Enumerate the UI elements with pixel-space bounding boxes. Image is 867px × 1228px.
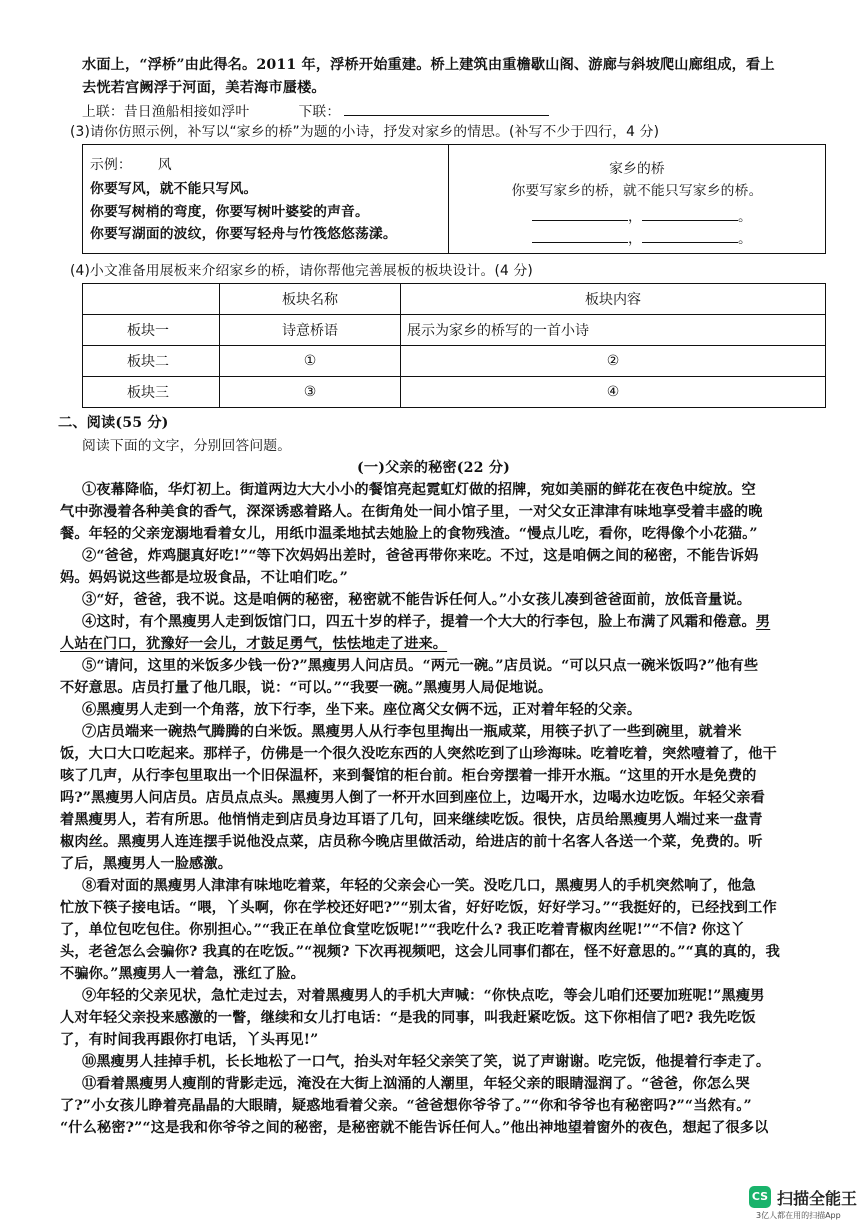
poem-title: 家乡的桥 — [609, 161, 665, 177]
underlined-sentence: 男 — [755, 614, 771, 630]
poem-blank-row-1: ， 。 — [532, 206, 752, 226]
q4-prompt: (4)小文准备用展板来介绍家乡的桥，请你帮他完善展板的板块设计。(4 分) — [70, 263, 533, 279]
poem-blank-2a[interactable] — [532, 228, 628, 243]
story-line: ④这时，有个黑瘦男人走到饭馆门口，四五十岁的样子，提着一个大大的行李包，脸上布满了风霜和倦意。男 — [82, 614, 771, 630]
intro-line-1: 水面上，“浮桥”由此得名。2011 年，浮桥开始重建。桥上建筑由重檐歇山阁、游廊与斜坡爬山廊组成，看上 — [82, 57, 775, 73]
table-cell: 板块一 — [83, 315, 220, 346]
story-line: ⑥黑瘦男人走到一个角落，放下行李，坐下来。座位离父女俩不远，正对着年轻的父亲。 — [82, 702, 642, 718]
story-line: 气中弥漫着各种美食的香气，深深诱惑着路人。在街角处一间小馆子里，一对父女正津津有味地享受着丰盛的晚 — [60, 504, 763, 520]
table-cell[interactable]: ① — [220, 346, 401, 377]
couplet-up: 上联：昔日渔船相接如浮叶 — [82, 104, 250, 120]
story-line: ⑪看着黑瘦男人瘦削的背影走远，淹没在大街上汹涌的人潮里，年轻父亲的眼睛湿润了。“爸爸，你怎么哭 — [82, 1076, 750, 1092]
example-label: 示例： — [90, 157, 132, 173]
scanner-tagline: 3亿人都在用的扫描App — [756, 1211, 841, 1220]
table-header-row — [83, 284, 826, 315]
story-line: 咳了几声，从行李包里取出一个旧保温杯，来到餐馆的柜台前。柜台旁摆着一排开水瓶。“这里的开水是免费的 — [60, 768, 757, 784]
story-line: 头，老爸怎么会骗你? 我真的在吃饭。”“视频? 下次再视频吧，这会儿同事们都在，怪不好意思的。”“真的真的，我 — [60, 944, 781, 960]
story-line: 了，单位包吃包住。你别担心。”“我正在单位食堂吃饭呢!”“我吃什么? 我正吃着青椒肉丝呢!”“不信? 你这丫 — [60, 922, 745, 938]
table-header-cell: 板块内容 — [401, 284, 826, 315]
story-line: 忙放下筷子接电话。“喂，丫头啊，你在学校还好吧?”“别太省，好好吃饭，好好学习。”“我挺好的，已经找到工作 — [60, 900, 777, 916]
poem-blank-1b[interactable] — [642, 206, 738, 221]
story-line: ③“好，爸爸，我不说。这是咱俩的秘密，秘密就不能告诉任何人。”小女孩儿凑到爸爸面前，放低音量说。 — [82, 592, 752, 608]
couplet-down: 下联： — [298, 104, 341, 120]
story-title: (一)父亲的秘密(22 分) — [357, 460, 510, 476]
q3-prompt: (3)请你仿照示例，补写以“家乡的桥”为题的小诗，抒发对家乡的情思。(补写不少于四行，4 分) — [70, 124, 660, 140]
couplet-answer-blank[interactable] — [344, 101, 549, 116]
story-line: 椒肉丝。黑瘦男人连连摆手说他没点菜，店员称今晚店里做活动，给进店的前十名客人各送一个菜，免费的。听 — [60, 834, 763, 850]
story-line: 着黑瘦男人，若有所思。他悄悄走到店员身边耳语了几句，回来继续吃饭。很快，店员给黑瘦男人端过来一盘青 — [60, 812, 763, 828]
table-cell: 板块二 — [83, 346, 220, 377]
story-line: 人对年轻父亲投来感激的一瞥，继续和女儿打电话：“是我的同事，叫我赶紧吃饭。这下你相信了吧? 我先吃饭 — [60, 1010, 756, 1026]
table-row — [83, 346, 826, 377]
poem-blank-row-2: ， 。 — [532, 228, 752, 248]
story-line: ①夜幕降临，华灯初上。街道两边大大小小的餐馆亮起霓虹灯做的招牌，宛如美丽的鲜花在夜色中绽放。空 — [82, 482, 756, 498]
story-line: ⑩黑瘦男人挂掉手机，长长地松了一口气，抬头对年轻父亲笑了笑，说了声谢谢。吃完饭，他提着行李走了。 — [82, 1054, 771, 1070]
story-line: 了?”小女孩儿睁着亮晶晶的大眼睛，疑惑地看着父亲。“爸爸想你爷爷了。”“你和爷爷也有秘密吗?”“当然有。” — [60, 1098, 752, 1114]
story-line: 不骗你。”黑瘦男人一着急，涨红了脸。 — [60, 966, 305, 982]
story-line: ⑤“请问，这里的米饭多少钱一份?”黑瘦男人问店员。“两元一碗。”店员说。“可以只点一碗米饭吗?”他有些 — [82, 658, 759, 674]
poem-line-1: 你要写家乡的桥，就不能只写家乡的桥。 — [511, 183, 763, 199]
section-heading: 二、阅读(55 分) — [58, 415, 169, 431]
intro-line-2: 去恍若宫阙浮于河面，美若海市蜃楼。 — [82, 80, 326, 96]
story-line: 餐。年轻的父亲宠溺地看着女儿，用纸巾温柔地拭去她脸上的食物残渣。“慢点儿吃，看你，吃得像个小花猫。” — [60, 526, 758, 542]
table-cell[interactable]: ④ — [401, 377, 826, 408]
table-cell[interactable]: ③ — [220, 377, 401, 408]
couplet — [82, 101, 549, 121]
story-line: ⑨年轻的父亲见状，急忙走过去，对着黑瘦男人的手机大声喊：“你快点吃，等会儿咱们还要加班呢!”黑瘦男 — [82, 988, 765, 1004]
table-header-cell — [83, 284, 220, 315]
poem-blank-1a[interactable] — [532, 206, 628, 221]
poem-blank-2b[interactable] — [642, 228, 738, 243]
example-line-1: 你要写风，就不能只写风。 — [90, 181, 258, 197]
table-cell: 板块三 — [83, 377, 220, 408]
story-line: 了后，黑瘦男人一脸感激。 — [60, 856, 233, 872]
table-cell: 诗意桥语 — [220, 315, 401, 346]
q4-table — [82, 283, 826, 408]
example-head — [90, 156, 172, 174]
story-line: ⑧看对面的黑瘦男人津津有味地吃着菜，年轻的父亲会心一笑。没吃几口，黑瘦男人的手机突然响了，他急 — [82, 878, 756, 894]
story-line: 不好意思。店员打量了他几眼，说：“可以。”“我要一碗。”黑瘦男人局促地说。 — [60, 680, 553, 696]
scanner-logo-icon: CS — [749, 1186, 771, 1208]
table-cell: 展示为家乡的桥写的一首小诗 — [401, 315, 826, 346]
table-header-cell: 板块名称 — [220, 284, 401, 315]
story-line: ⑦店员端来一碗热气腾腾的白米饭。黑瘦男人从行李包里掏出一瓶咸菜，用筷子扒了一些到碗里，就着米 — [82, 724, 742, 740]
table-cell[interactable]: ② — [401, 346, 826, 377]
story-line: ②“爸爸，炸鸡腿真好吃!”“等下次妈妈出差时，爸爸再带你来吃。不过，这是咱俩之间的秘密，不能告诉妈 — [82, 548, 759, 564]
example-title: 风 — [157, 157, 172, 173]
section-instruction: 阅读下面的文字，分别回答问题。 — [82, 438, 292, 454]
story-line: “什么秘密?”“这是我和你爷爷之间的秘密，是秘密就不能告诉任何人。”他出神地望着窗外的夜色，想起了很多以 — [60, 1120, 769, 1136]
underlined-sentence: 人站在门口，犹豫好一会儿，才鼓足勇气，怯怯地走了进来。 — [60, 636, 448, 652]
story-line: 吗?”黑瘦男人问店员。店员点点头。黑瘦男人倒了一杯开水回到座位上，边喝开水，边喝水边吃饭。年轻父亲看 — [60, 790, 765, 806]
q3-divider — [448, 144, 449, 254]
story-line: 了，有时间我再跟你打电话，丫头再见!” — [60, 1032, 319, 1048]
scanner-brand: 扫描全能王 — [777, 1189, 858, 1208]
story-line: 饭，大口大口吃起来。那样子，仿佛是一个很久没吃东西的人突然吃到了山珍海味。吃着吃着，突然噎着了，他干 — [60, 746, 777, 762]
story-line: 妈。妈妈说这些都是垃圾食品，不让咱们吃。” — [60, 570, 348, 586]
example-line-2: 你要写树梢的弯度，你要写树叶婆娑的声音。 — [90, 204, 369, 220]
table-row — [83, 315, 826, 346]
table-row — [83, 377, 826, 408]
example-line-3: 你要写湖面的波纹，你要写轻舟与竹筏悠悠荡漾。 — [90, 226, 397, 242]
